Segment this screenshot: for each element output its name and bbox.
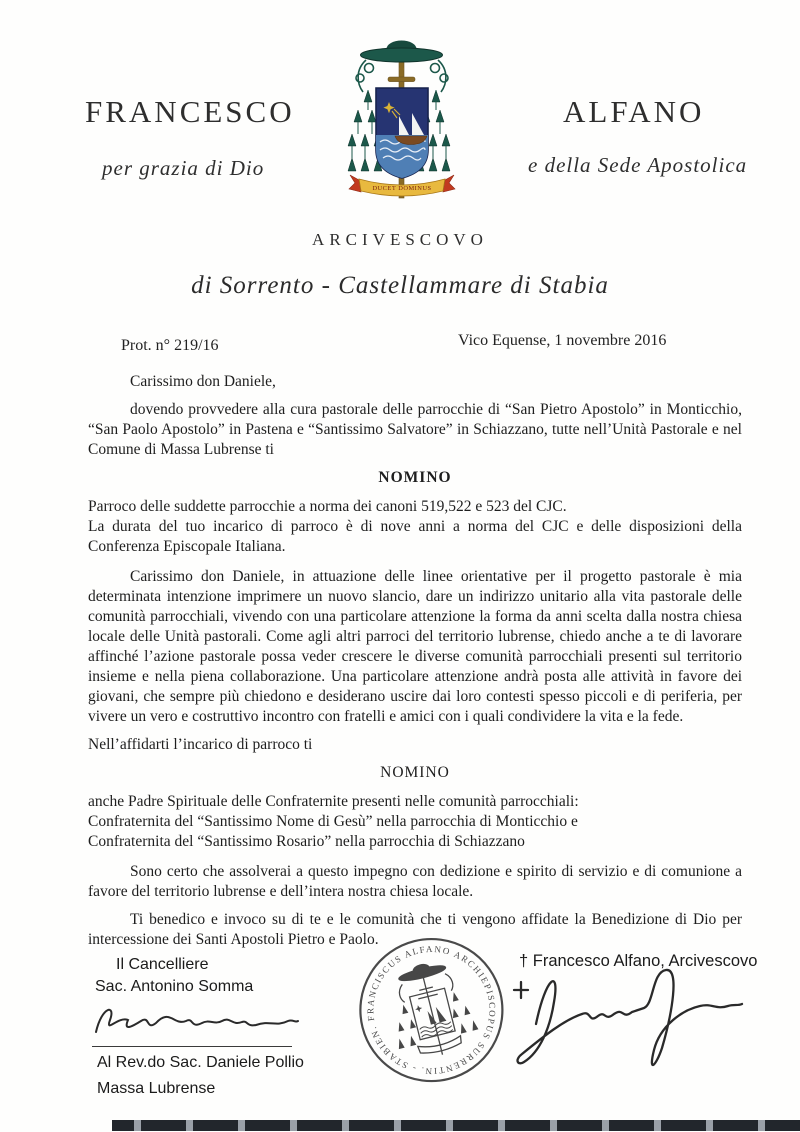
- motto-text: DUCET DOMINUS: [372, 185, 432, 192]
- header-subtitle-right: e della Sede Apostolica: [528, 153, 748, 177]
- diocese-title: di Sorrento - Castellammare di Stabia: [191, 272, 609, 299]
- header-subtitle-left: per grazia di Dio: [102, 156, 265, 180]
- archbishop-first-name: FRANCESCO: [85, 94, 295, 129]
- paragraph-appointment: dovendo provvedere alla cura pastorale delle parrocchie di “San Pietro Apostolo” in Monticchio, “San Paolo Apostolo” in Pastena e “Santissimo Salvatore” in Schiazzano, tutte nell’Unità Pastorale e nel Comune di Massa Lubrense ti: [88, 401, 742, 458]
- letter-body: [88, 372, 742, 950]
- line-confraternita-1: Confraternita del “Santissimo Nome di Gesù” nella parrocchia di Monticchio e: [88, 813, 578, 830]
- line-entrusting: Nell’affidarti l’incarico di parroco ti: [88, 736, 313, 753]
- line-confraternite-intro: anche Padre Spirituale delle Confraternite presenti nelle comunità parrocchiali:: [88, 793, 579, 810]
- salutation: Carissimo don Daniele,: [130, 373, 276, 390]
- seal-arms-icon: [380, 955, 482, 1065]
- scan-artifact-strip: [112, 1120, 800, 1131]
- chancellor-name: Sac. Antonino Somma: [95, 978, 254, 995]
- paragraph-trust: Sono certo che assolverai a questo impegno con dedizione e spirito di servizio e di comunione a favore del territorio lubrense e dell’intera nostra chiesa locale.: [88, 863, 742, 900]
- addressee-city: Massa Lubrense: [97, 1080, 216, 1097]
- nomino-heading-2: NOMINO: [380, 764, 450, 781]
- divider-line: [92, 1046, 292, 1047]
- archbishop-signature: [500, 962, 750, 1082]
- chancellor-signature: [88, 998, 303, 1049]
- coat-of-arms-graphic: [335, 34, 469, 208]
- protocol-number: Prot. n° 219/16: [121, 337, 219, 354]
- dateline: Vico Equense, 1 novembre 2016: [458, 332, 667, 349]
- shield-icon: [376, 88, 428, 178]
- galero-hat-icon: [361, 41, 443, 63]
- archbishop-signature-icon: [500, 962, 750, 1077]
- addressee-name: Al Rev.do Sac. Daniele Pollio: [97, 1054, 304, 1071]
- coat-of-arms: [335, 34, 469, 213]
- line-duration: La durata del tuo incarico di parroco è di nove anni a norma del CJC e delle disposizioni della Conferenza Episcopale Italiana.: [88, 518, 742, 555]
- archbishop-last-name: ALFANO: [563, 94, 705, 129]
- line-confraternita-2: Confraternita del “Santissimo Rosario” nella parrocchia di Schiazzano: [88, 833, 525, 850]
- page-title: ARCIVESCOVO: [312, 230, 488, 249]
- paragraph-blessing: Ti benedico e invoco su di te e le comunità che ti vengono affidate la Benedizione di Dio per intercessione dei Santi Apostoli Pietro e Paolo.: [88, 911, 742, 948]
- paragraph-pastoral-project: Carissimo don Daniele, in attuazione delle linee orientative per il progetto pastorale è mia determinata intenzione imprimere un nuovo slancio, dare un indirizzo unitario alla vita pastorale delle comunità parrocchiali, vivendo con una particolare attenzione la forma da anni scelta dalla nostra chiesa locale delle Unità pastorali. Come agli altri parroci del territorio lubrense, chiedo anche a te di lavorare affinché l’azione pastorale possa veder crescere le diverse comunità parrocchiali presenti sul territorio insieme e nella piena collaborazione. Una particolare attenzione andrà posta alle attività in favore dei giovani, che sempre più chiedono e desiderano uscire dai loro contesti spesso piccoli e di periferia, per vivere un vero e costruttivo incontro con fratelli e amici con i quali condividere la vita e la fede.: [88, 568, 742, 725]
- chancellor-role: Il Cancelliere: [116, 956, 209, 973]
- archbishop-signature-name: † Francesco Alfano, Arcivescovo: [519, 952, 758, 970]
- nomino-heading-1: NOMINO: [378, 469, 452, 486]
- line-canons: Parroco delle suddette parrocchie a norma dei canoni 519,522 e 523 del CJC.: [88, 498, 567, 515]
- seal-ring-text: FRANCISCUS ALFANO ARCHIEPISCOPUS SURRENTIN. - STABIEN.: [365, 943, 498, 1077]
- chancellor-signature-icon: [88, 998, 303, 1044]
